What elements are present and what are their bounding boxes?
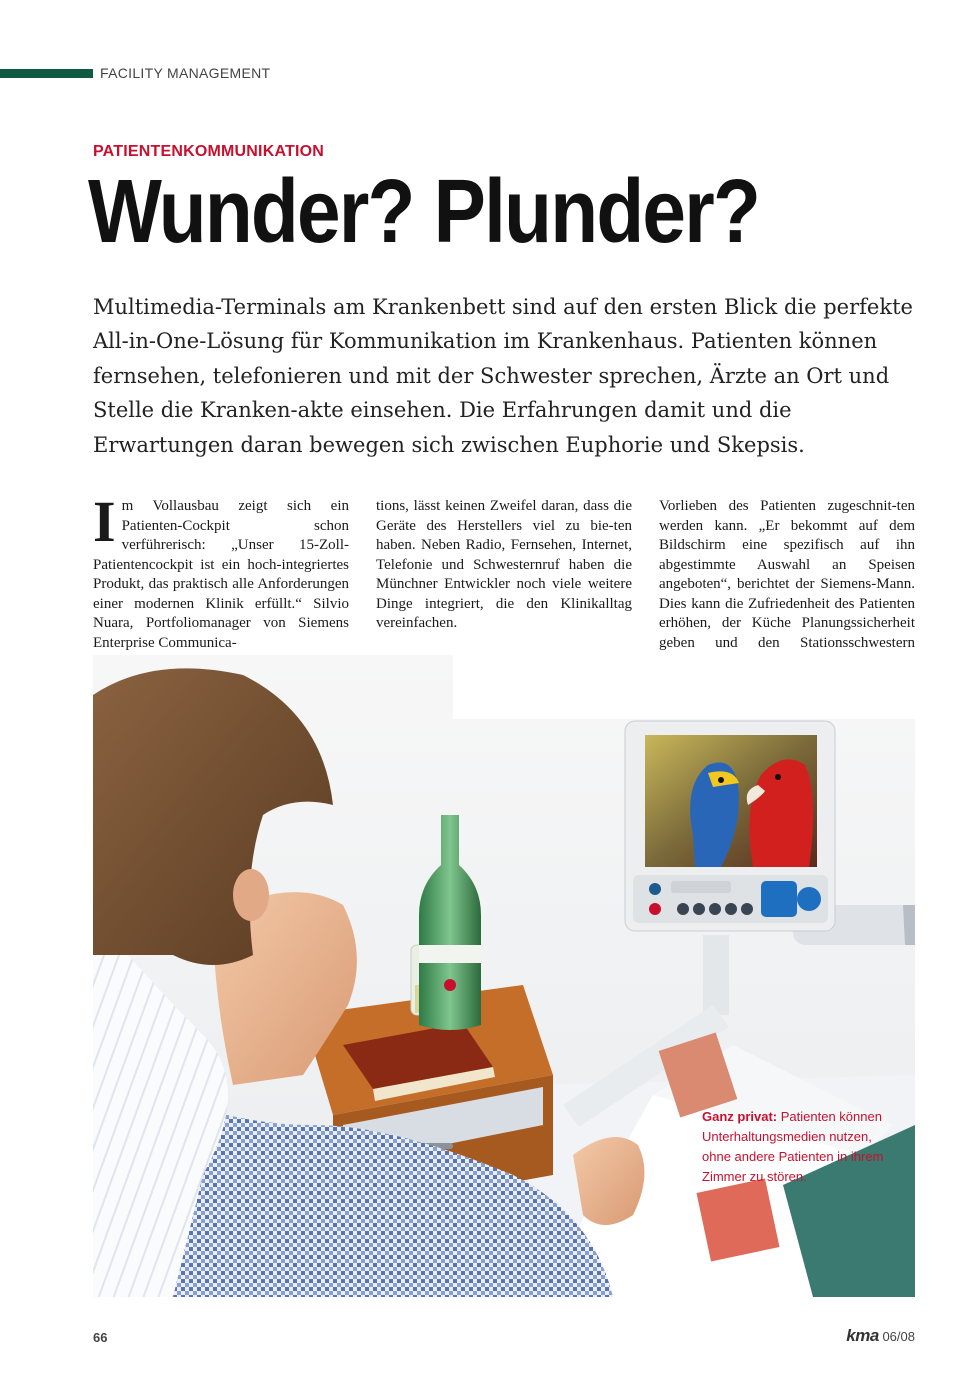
footer-publication bbox=[846, 1326, 915, 1346]
article-intro: Multimedia-Terminals am Krankenbett sind auf den ersten Blick die perfekte All-in-One-Lösung für Kommunikation im Krankenhaus. Patienten können fernsehen, telefonieren und mit der Schwester sprechen, Ärzte an Ort und Stelle die Kranken-akte einsehen. Die Erfahrungen damit und die Erwartungen daran bewegen sich zwischen Euphorie und Skepsis. bbox=[93, 295, 913, 457]
photo-caption bbox=[702, 1107, 902, 1187]
body-paragraph: Vorlieben des Patienten zugeschnit-ten werden kann. „Er bekommt auf dem Bildschirm eine spezifisch auf ihn abgestimmte Auswahl an Speisen angeboten“, berichtet der Siemens-Mann. Dies kann die Zufriedenheit des Patienten erhöhen, der Küche Planungssicherheit geben und den Stationsschwestern bbox=[659, 498, 915, 651]
article-headline: Wunder? Plunder? bbox=[88, 162, 760, 262]
page-number: 66 bbox=[93, 1330, 108, 1345]
body-paragraph: tions, lässt keinen Zweifel daran, dass die Geräte des Herstellers viel zu bie-ten haben. Neben Radio, Fernsehen, Internet, Telefonie und Schwesternruf haben die Münchner Entwickler noch viele weitere Dinge integriert, die den Klinikalltag vereinfachen. bbox=[376, 498, 632, 631]
body-paragraph: Im Vollausbau zeigt sich ein Patienten-Cockpit schon verführerisch: „Unser 15-Zoll-Patientencockpit ist ein hoch-integriertes Produkt, das praktisch alle Anforderungen einer modernen Klinik erfüllt.“ Silvio Nuara, Portfoliomanager von Siemens Enterprise Communica- bbox=[93, 489, 349, 651]
article-photo bbox=[93, 655, 915, 1297]
article-kicker: PATIENTENKOMMUNIKATION bbox=[93, 143, 325, 160]
magazine-logo: kma bbox=[846, 1326, 879, 1345]
drop-cap: I bbox=[93, 489, 116, 554]
body-column-1 bbox=[93, 489, 349, 673]
section-color-bar bbox=[0, 69, 93, 78]
section-label: FACILITY MANAGEMENT bbox=[100, 65, 271, 81]
issue-number: 06/08 bbox=[882, 1329, 915, 1344]
patient-terminal-illustration bbox=[93, 655, 915, 1297]
caption-text: Patienten können Unterhaltungsmedien nutzen, ohne andere Patienten in ihrem Zimmer zu stören. bbox=[702, 1109, 884, 1184]
text-wrap-area bbox=[453, 655, 915, 719]
caption-lead: Ganz privat: bbox=[702, 1109, 778, 1124]
